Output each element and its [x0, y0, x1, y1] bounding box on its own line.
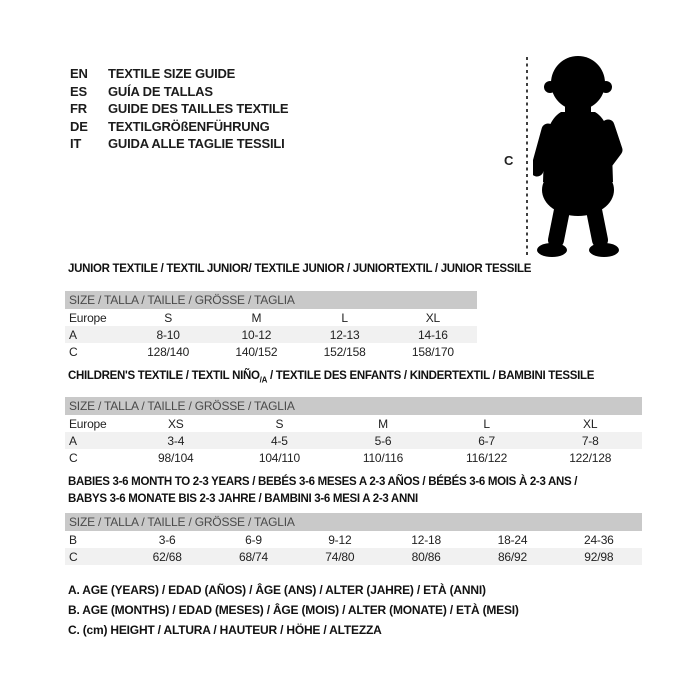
- value-cell: XS: [167, 416, 184, 431]
- junior-table-title-text: JUNIOR TEXTILE / TEXTIL JUNIOR/ TEXTILE JUNIOR / JUNIORTEXTIL / JUNIOR TESSILE: [68, 263, 532, 275]
- value-cell: 8-10: [156, 327, 180, 342]
- value-cell: 6-7: [478, 433, 495, 448]
- language-code: ES: [70, 83, 87, 99]
- row-label-cell: C: [69, 450, 78, 465]
- value-cell: 3-4: [167, 433, 185, 448]
- table-row: [65, 309, 477, 326]
- babies-table: [65, 513, 642, 565]
- row-label-cell: A: [69, 327, 77, 342]
- value-cell: 18-24: [497, 532, 528, 547]
- language-text: GUÍA DE TALLAS: [108, 83, 213, 99]
- value-cell: S: [275, 416, 284, 431]
- babies-table-title-line1: [68, 476, 577, 488]
- babies-table-title-text: BABIES 3-6 MONTH TO 2-3 YEARS / BEBÉS 3-6 MESES A 2-3 AÑOS / BÉBÉS 3-6 MOIS À 2-3 ANS /: [68, 476, 578, 488]
- language-text: GUIDA ALLE TAGLIE TESSILI: [108, 136, 285, 152]
- value-cell: 14-16: [418, 327, 448, 342]
- value-cell: 140/152: [235, 344, 278, 359]
- language-list: [70, 65, 288, 153]
- value-cell: 158/170: [411, 344, 454, 359]
- value-cell: 110/116: [362, 450, 404, 465]
- language-code: DE: [70, 118, 88, 134]
- language-row-de: [70, 118, 288, 136]
- language-row-es: [70, 83, 288, 101]
- value-cell: 122/128: [569, 450, 612, 465]
- row-label-cell: C: [69, 549, 78, 564]
- language-code: EN: [70, 66, 88, 82]
- row-label-cell: B: [69, 532, 77, 547]
- value-cell: 7-8: [581, 433, 599, 448]
- value-cell: L: [483, 416, 490, 431]
- value-cell: XL: [425, 310, 441, 325]
- language-row-fr: [70, 100, 288, 118]
- size-header-bar: SIZE / TALLA / TAILLE / GRÖSSE / TAGLIA: [65, 397, 642, 415]
- junior-table: [65, 291, 477, 360]
- value-cell: 10-12: [241, 327, 272, 342]
- value-cell: 128/140: [147, 344, 190, 359]
- value-cell: 24-36: [583, 532, 614, 547]
- value-cell: 9-12: [328, 532, 352, 547]
- row-label-cell: C: [69, 344, 78, 359]
- value-cell: M: [251, 310, 262, 325]
- value-cell: 74/80: [325, 549, 355, 564]
- children-table-title-text: / TEXTILE DES ENFANTS / KINDERTEXTIL / BAMBINI TESSILE: [267, 370, 595, 382]
- language-row-it: [70, 135, 288, 153]
- value-cell: 92/98: [584, 549, 614, 564]
- row-label-cell: Europe: [69, 310, 107, 325]
- value-cell: 104/110: [258, 450, 300, 465]
- row-label-cell: Europe: [69, 416, 107, 431]
- babies-table-title-line2: [68, 493, 418, 505]
- table-row: [65, 343, 477, 360]
- children-table-title: [68, 370, 594, 384]
- language-text: GUIDE DES TAILLES TEXTILE: [108, 101, 289, 117]
- table-row: [65, 548, 642, 565]
- babies-size-table: [65, 531, 642, 565]
- value-cell: 12-18: [411, 532, 441, 547]
- children-size-table: [65, 415, 642, 466]
- value-cell: 98/104: [158, 450, 194, 465]
- value-cell: 68/74: [238, 549, 268, 564]
- junior-size-table: [65, 309, 477, 360]
- language-code: IT: [70, 136, 82, 152]
- baby-silhouette-icon: [533, 54, 638, 259]
- language-text: TEXTILE SIZE GUIDE: [108, 66, 236, 82]
- table-row: [65, 531, 642, 548]
- children-table-title-sub: /A: [259, 375, 268, 385]
- table-row: [65, 432, 642, 449]
- value-cell: XL: [583, 416, 598, 431]
- value-cell: L: [341, 310, 348, 325]
- value-cell: 62/68: [152, 549, 182, 564]
- value-cell: 3-6: [158, 532, 176, 547]
- row-label-cell: A: [69, 433, 77, 448]
- children-table: [65, 397, 642, 466]
- value-cell: 12-13: [329, 327, 360, 342]
- legend: [68, 583, 519, 643]
- height-measure-label: C: [504, 153, 514, 168]
- value-cell: 116/122: [466, 450, 508, 465]
- legend-line-b: B. AGE (MONTHS) / EDAD (MESES) / ÂGE (MOIS) / ALTER (MONATE) / ETÀ (MESI): [68, 603, 519, 617]
- children-table-title-text: CHILDREN'S TEXTILE / TEXTIL NIÑO: [68, 370, 260, 382]
- table-row: [65, 415, 642, 432]
- junior-table-title: [68, 263, 531, 275]
- legend-line-a: A. AGE (YEARS) / EDAD (AÑOS) / ÂGE (ANS) / ALTER (JAHRE) / ETÀ (ANNI): [68, 583, 486, 597]
- value-cell: 86/92: [497, 549, 527, 564]
- language-text: TEXTILGRÖßENFÜHRUNG: [108, 118, 270, 134]
- babies-table-title-text: BABYS 3-6 MONATE BIS 2-3 JAHRE / BAMBINI 3-6 MESI A 2-3 ANNI: [68, 493, 418, 505]
- value-cell: 80/86: [411, 549, 441, 564]
- value-cell: 6-9: [245, 532, 262, 547]
- value-cell: 4-5: [271, 433, 288, 448]
- language-row-en: [70, 65, 288, 83]
- language-code: FR: [70, 101, 87, 117]
- table-row: [65, 449, 642, 466]
- value-cell: 152/158: [323, 344, 366, 359]
- table-row: [65, 326, 477, 343]
- value-cell: 5-6: [374, 433, 392, 448]
- size-header-bar: SIZE / TALLA / TAILLE / GRÖSSE / TAGLIA: [65, 291, 477, 309]
- value-cell: S: [164, 310, 173, 325]
- size-header-bar: SIZE / TALLA / TAILLE / GRÖSSE / TAGLIA: [65, 513, 642, 531]
- legend-line-c: C. (cm) HEIGHT / ALTURA / HAUTEUR / HÖHE / ALTEZZA: [68, 623, 382, 637]
- value-cell: M: [378, 416, 388, 431]
- height-dashed-line: [526, 57, 528, 258]
